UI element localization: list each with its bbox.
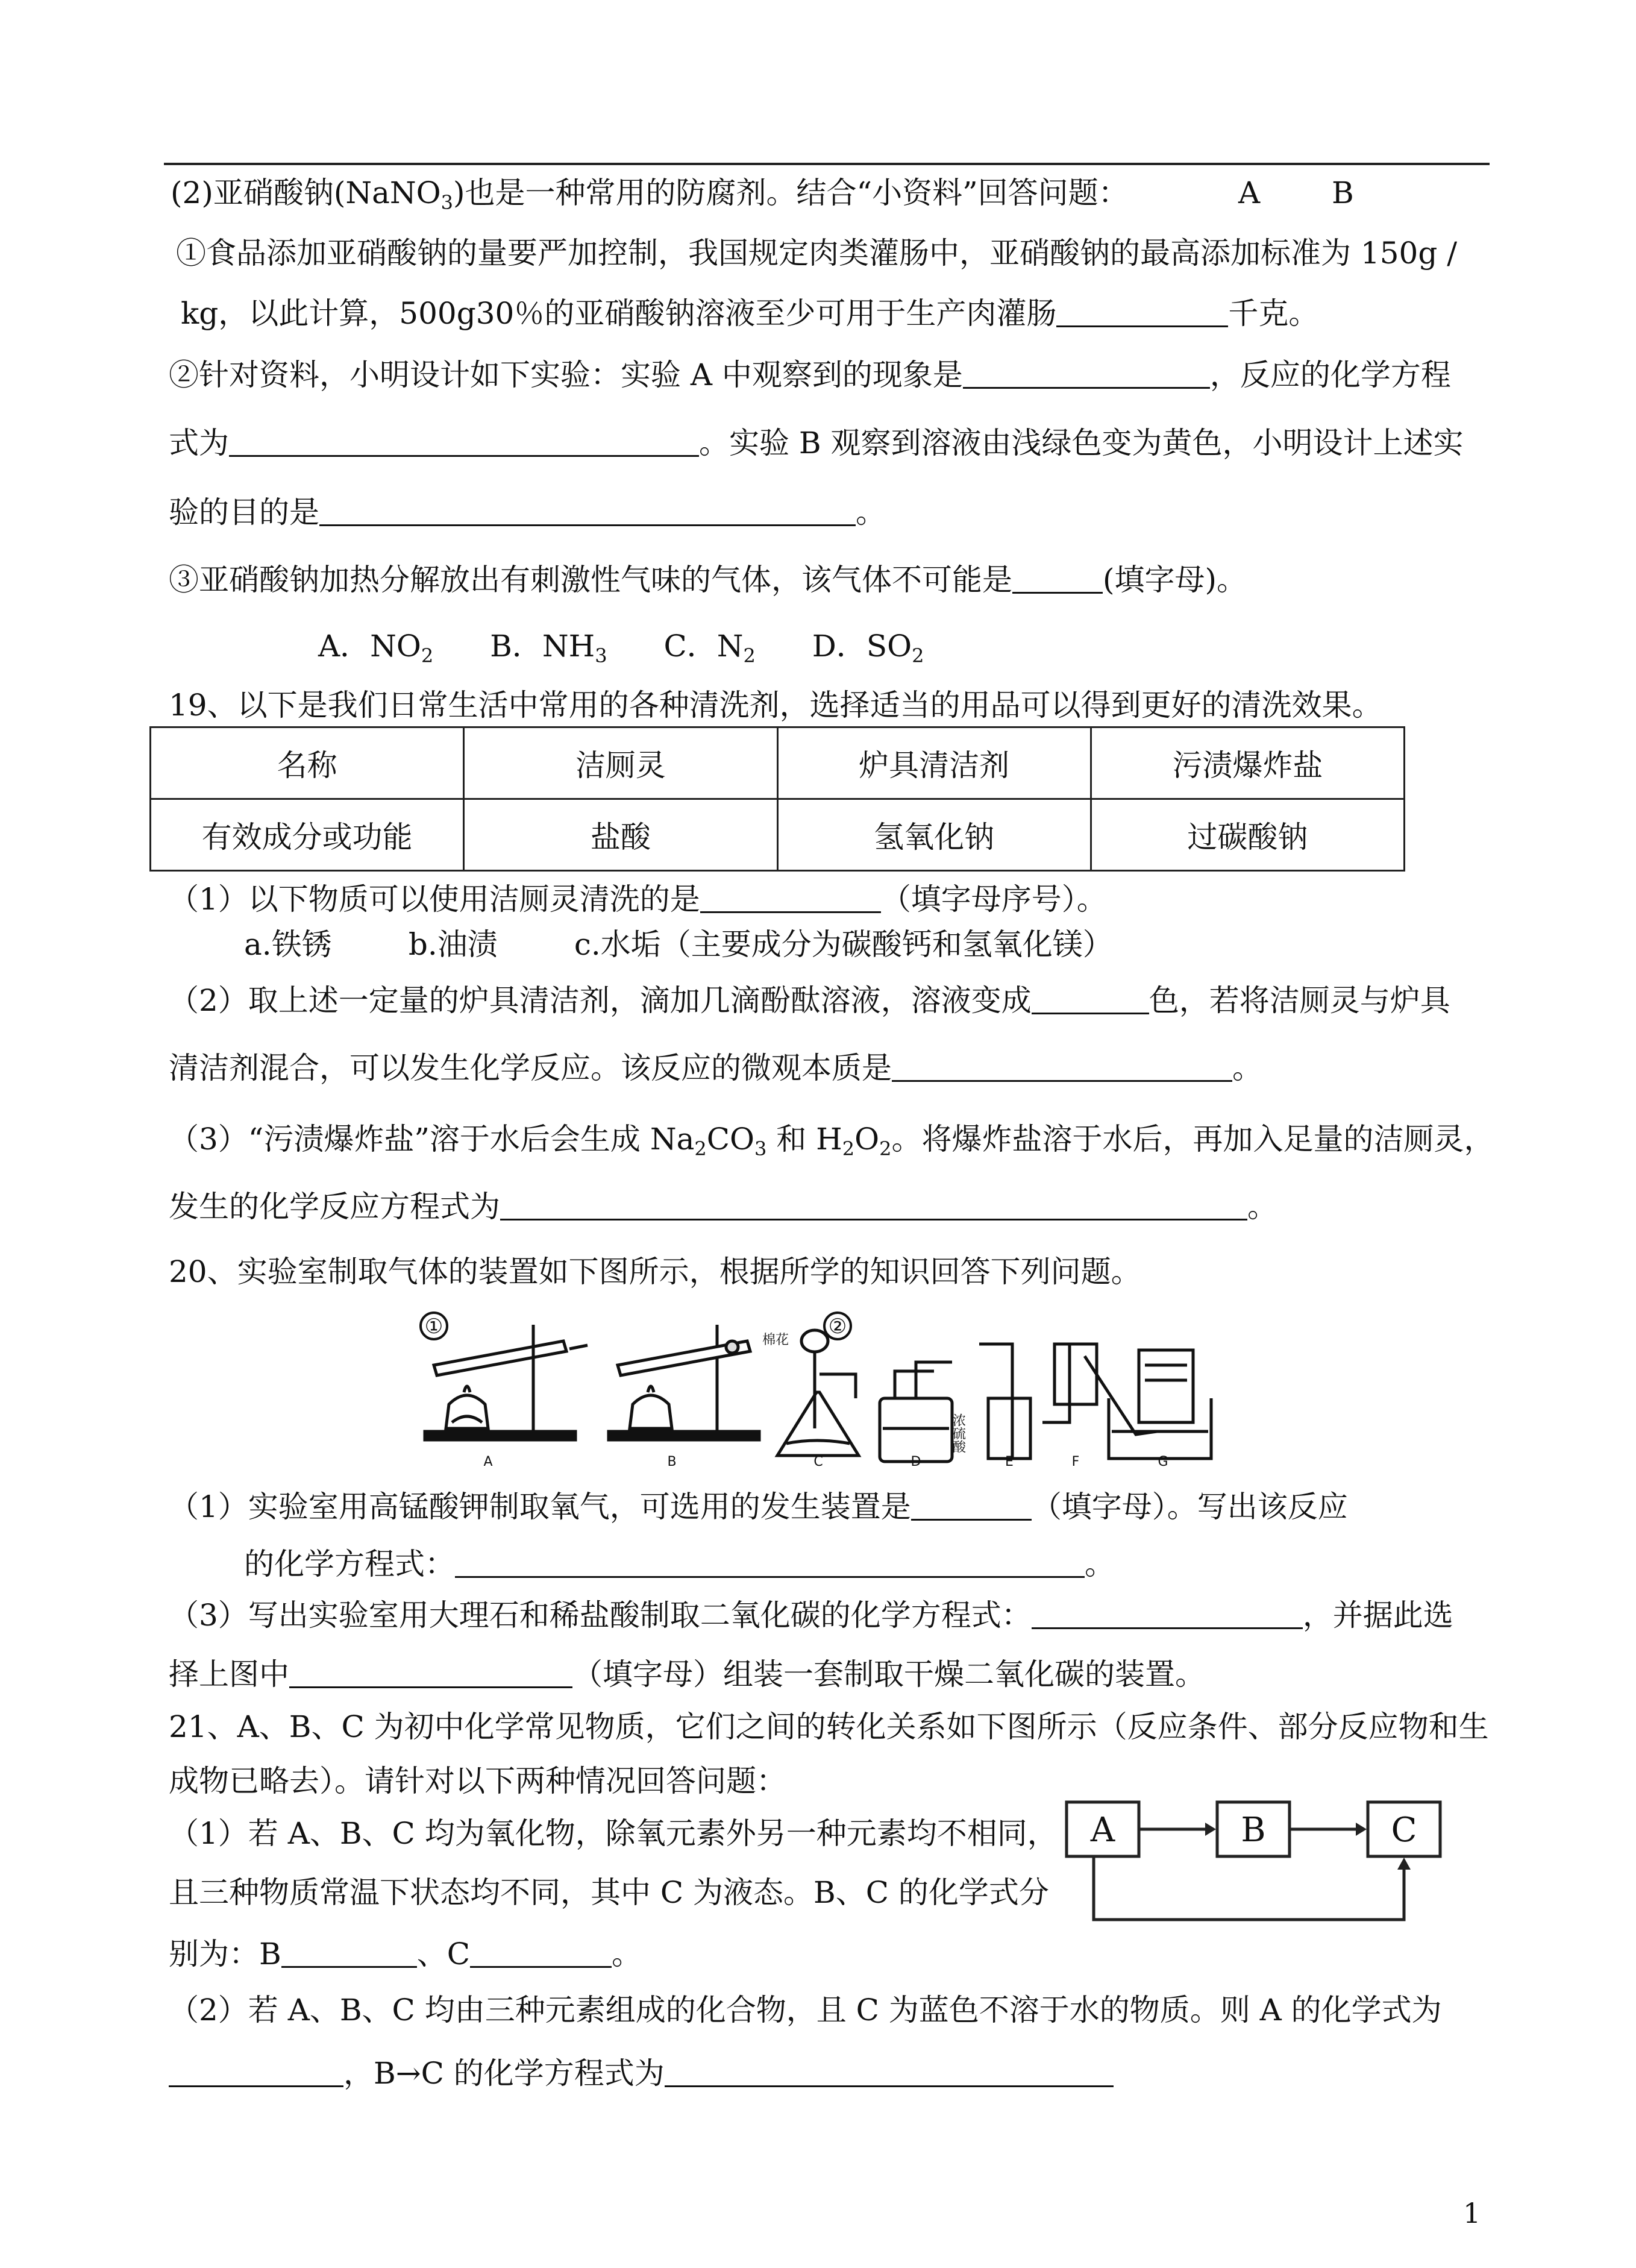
table-row bbox=[151, 727, 1405, 799]
answer-blank[interactable] bbox=[169, 2055, 343, 2087]
q18-2-options bbox=[318, 628, 924, 667]
stand-base-a bbox=[425, 1431, 575, 1440]
flow-label-a: A bbox=[1090, 1811, 1115, 1850]
experiment-label-a: A bbox=[1238, 175, 1261, 210]
alcohol-lamp-b bbox=[630, 1395, 672, 1428]
q21-p1-line1: （1）若 A、B、C 均为氧化物，除氧元素外另一种元素均不相同， bbox=[169, 1816, 1058, 1851]
q21-p2-line1: （2）若 A、B、C 均由三种元素组成的化合物，且 C 为蓝色不溶于水的物质。则 A 的化学式为 bbox=[169, 1993, 1442, 2028]
q20-p1-line2: 的化学方程式： 。 bbox=[244, 1547, 1115, 1582]
collector-e bbox=[988, 1398, 1030, 1459]
answer-blank[interactable] bbox=[963, 357, 1210, 389]
q19-p2-line2: 清洁剂混合，可以发生化学反应。该反应的微观本质是 。 bbox=[169, 1051, 1262, 1085]
conical-flask-c bbox=[777, 1392, 859, 1456]
lab-apparatus-figure bbox=[416, 1308, 1223, 1471]
table-cell: 污渍爆炸盐 bbox=[1091, 727, 1404, 799]
q18-2-s1-line2: kg，以此计算，500g30％的亚硝酸钠溶液至少可用于生产肉灌肠 千克。 bbox=[181, 296, 1319, 331]
option-b: B．$NH_3$ bbox=[490, 629, 607, 667]
answer-blank[interactable] bbox=[229, 425, 699, 457]
abc-flow-diagram bbox=[1061, 1784, 1476, 1953]
q21-p1-line3: 别为：B 、C 。 bbox=[169, 1937, 642, 1971]
marker-2-label: ② bbox=[828, 1315, 847, 1339]
answer-blank[interactable] bbox=[892, 1050, 1232, 1082]
experiment-label-b: B bbox=[1332, 175, 1354, 210]
answer-blank[interactable] bbox=[1012, 562, 1103, 594]
option-c: C．$N_2$ bbox=[663, 629, 756, 667]
table-cell: 有效成分或功能 bbox=[151, 799, 464, 871]
table-cell: 过碳酸钠 bbox=[1091, 799, 1404, 871]
answer-blank[interactable] bbox=[470, 1936, 612, 1968]
answer-blank[interactable] bbox=[1032, 1597, 1303, 1629]
stand-base-b bbox=[609, 1431, 759, 1440]
flow-label-c: C bbox=[1391, 1811, 1417, 1850]
table-cell: 盐酸 bbox=[464, 799, 777, 871]
q19-p3-line1: （3）“污渍爆炸盐”溶于水后会生成 $Na_2CO_3$ 和 $H_2O_2$。将爆炸盐溶于水后，再加入足量的洁厕灵， bbox=[169, 1122, 1494, 1160]
q21-p2-line2: ，B→C 的化学方程式为 bbox=[169, 2055, 1114, 2091]
q18-2-s2-line3: 验的目的是 。 bbox=[169, 495, 886, 530]
table-row bbox=[151, 799, 1405, 871]
flow-label-b: B bbox=[1241, 1811, 1266, 1850]
cotton-label: 棉花 bbox=[762, 1333, 789, 1348]
option-a: A．$NO_2$ bbox=[318, 629, 434, 667]
page-number: 1 bbox=[1463, 2197, 1481, 2229]
answer-blank[interactable] bbox=[911, 1489, 1032, 1521]
answer-blank[interactable] bbox=[500, 1189, 1247, 1220]
answer-blank[interactable] bbox=[455, 1546, 1085, 1578]
q18-2-s1-line1: ①食品添加亚硝酸钠的量要严加控制，我国规定肉类灌肠中，亚硝酸钠的最高添加标准为 150g / bbox=[176, 236, 1458, 271]
answer-blank[interactable] bbox=[281, 1936, 417, 1968]
answer-blank[interactable] bbox=[665, 2055, 1114, 2087]
q20-p1-line1: （1）实验室用高锰酸钾制取氧气，可选用的发生装置是 （填字母）。写出该反应 bbox=[169, 1489, 1348, 1524]
q18-2-s3-line1: ③亚硝酸钠加热分解放出有刺激性气味的气体，该气体不可能是 (填字母)。 bbox=[169, 562, 1247, 597]
q19-p1-options: a.铁锈 b.油渍 c.水垢（主要成分为碳酸钙和氢氧化镁） bbox=[244, 927, 1113, 962]
q20-p3-line1: （3）写出实验室用大理石和稀盐酸制取二氧化碳的化学方程式： ，并据此选 bbox=[169, 1598, 1453, 1633]
table-cell: 炉具清洁剂 bbox=[777, 727, 1091, 799]
answer-blank[interactable] bbox=[289, 1656, 572, 1688]
q20-title: 20、实验室制取气体的装置如下图所示，根据所学的知识回答下列问题。 bbox=[169, 1254, 1141, 1289]
figure-label-d: D bbox=[910, 1454, 921, 1469]
alcohol-lamp-a bbox=[446, 1395, 488, 1428]
arrow-a-c bbox=[1094, 1856, 1404, 1920]
header-rule bbox=[164, 163, 1490, 165]
collector-f bbox=[1055, 1344, 1097, 1404]
table-cell: 氢氧化钠 bbox=[777, 799, 1091, 871]
acid-label: 浓硫酸 bbox=[950, 1413, 966, 1453]
q21-title-line2: 成物已略去）。请针对以下两种情况回答问题： bbox=[169, 1764, 786, 1798]
answer-blank[interactable] bbox=[700, 881, 881, 913]
answer-blank[interactable] bbox=[1056, 295, 1228, 327]
answer-blank[interactable] bbox=[319, 494, 856, 526]
figure-label-g: G bbox=[1158, 1454, 1168, 1469]
q19-title: 19、以下是我们日常生活中常用的各种清洗剂，选择适当的用品可以得到更好的清洗效果。 bbox=[169, 688, 1382, 723]
figure-label-c: C bbox=[813, 1454, 823, 1469]
q21-title-line1: 21、A、B、C 为初中化学常见物质，它们之间的转化关系如下图所示（反应条件、部分反应物和生 bbox=[169, 1709, 1489, 1744]
q19-p3-line2: 发生的化学反应方程式为 。 bbox=[169, 1189, 1277, 1224]
table-cell: 名称 bbox=[151, 727, 464, 799]
q21-p1-line2: 且三种物质常温下状态均不同，其中 C 为液态。B、C 的化学式分 bbox=[169, 1875, 1049, 1910]
cleaner-table bbox=[149, 726, 1405, 872]
figure-label-b: B bbox=[667, 1454, 677, 1469]
q19-p1: （1）以下物质可以使用洁厕灵清洗的是 （填字母序号）。 bbox=[169, 882, 1107, 917]
answer-blank[interactable] bbox=[1032, 982, 1149, 1014]
q18-2-s2-line2: 式为 。实验 B 观察到溶液由浅绿色变为黄色，小明设计上述实 bbox=[169, 426, 1464, 460]
figure-label-a: A bbox=[483, 1454, 493, 1469]
option-d: D．$SO_2$ bbox=[812, 629, 924, 667]
table-cell: 洁厕灵 bbox=[464, 727, 777, 799]
q18-2-intro: (2)亚硝酸钠(NaNO$_3$)也是一种常用的防腐剂。结合“小资料”回答问题： bbox=[171, 175, 1129, 214]
q18-2-s2-line1: ②针对资料，小明设计如下实验：实验 A 中观察到的现象是 ，反应的化学方程 bbox=[169, 357, 1451, 392]
marker-1-label: ① bbox=[424, 1315, 443, 1339]
figure-label-f: F bbox=[1071, 1454, 1080, 1469]
figure-label-e: E bbox=[1005, 1454, 1014, 1469]
q19-p2-line1: （2）取上述一定量的炉具清洁剂，滴加几滴酚酞溶液，溶液变成 色，若将洁厕灵与炉具 bbox=[169, 983, 1450, 1018]
q20-p3-line2: 择上图中 （填字母）组装一套制取干燥二氧化碳的装置。 bbox=[169, 1657, 1205, 1692]
